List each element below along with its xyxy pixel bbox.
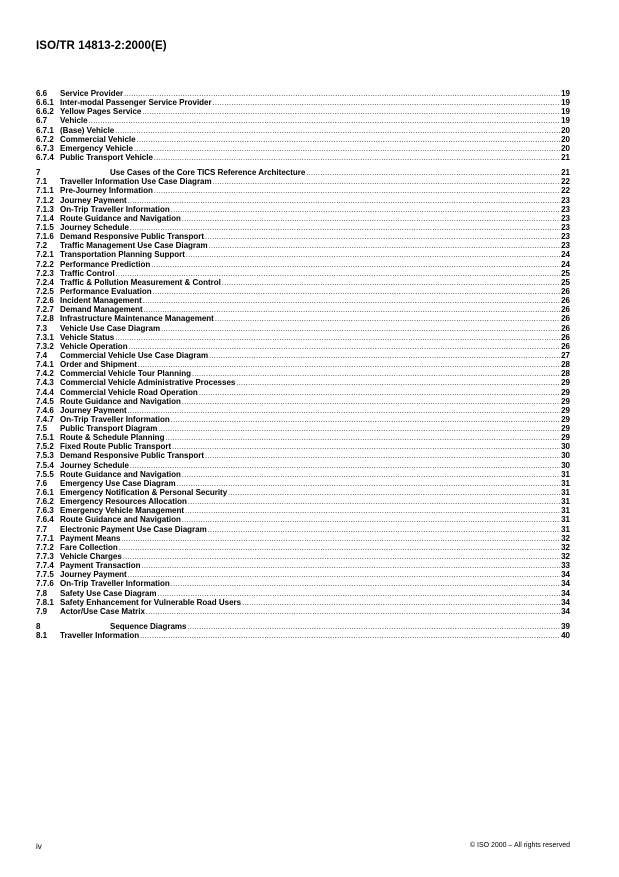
toc-dot-leader (207, 526, 560, 535)
toc-dot-leader (185, 251, 560, 260)
toc-entry-page: 26 (561, 323, 570, 333)
toc-entry-number: 7.7.1 (36, 533, 54, 543)
toc-dot-leader (241, 599, 560, 608)
toc-entry-number: 7.4.4 (36, 387, 54, 397)
toc-entry-title: Traveller Information Use Case Diagram (60, 177, 212, 187)
toc-entry[interactable] (36, 107, 570, 116)
toc-dot-leader (181, 471, 560, 480)
toc-entry-title: Use Cases of the Core TICS Reference Architecture (110, 168, 306, 178)
toc-entry-title: Inter-modal Passenger Service Provider (60, 98, 212, 108)
toc-entry-title: Performance Evaluation (60, 286, 152, 296)
toc-dot-leader (204, 233, 560, 242)
toc-entry[interactable] (36, 534, 570, 543)
toc-entry-number: 7.4.3 (36, 378, 54, 388)
toc-entry-page: 26 (561, 332, 570, 342)
toc-entry-page: 28 (561, 369, 570, 379)
table-of-contents (36, 89, 570, 640)
toc-dot-leader (212, 99, 560, 108)
toc-entry-number: 7.7 (36, 524, 48, 534)
toc-dot-leader (118, 544, 560, 553)
toc-entry[interactable] (36, 168, 570, 177)
toc-entry-number: 7.5.4 (36, 460, 54, 470)
toc-entry-number: 7.5.1 (36, 433, 54, 443)
toc-entry-title: Demand Responsive Public Transport (60, 232, 205, 242)
toc-entry-page: 34 (561, 570, 570, 580)
toc-entry-number: 7.1 (36, 177, 48, 187)
toc-entry[interactable] (36, 506, 570, 515)
toc-entry-title: Journey Payment (60, 405, 127, 415)
toc-entry-title: Fare Collection (60, 542, 118, 552)
toc-entry[interactable] (36, 186, 570, 195)
toc-entry[interactable] (36, 177, 570, 186)
toc-entry[interactable] (36, 579, 570, 588)
toc-entry[interactable] (36, 378, 570, 387)
toc-dot-leader (137, 361, 560, 370)
toc-entry[interactable] (36, 342, 570, 351)
toc-entry-number: 7.7.4 (36, 561, 54, 571)
toc-entry-number: 7.7.6 (36, 579, 54, 589)
toc-entry-title: Commercial Vehicle Use Case Diagram (60, 350, 209, 360)
toc-entry-title: Electronic Payment Use Case Diagram (60, 524, 207, 534)
toc-entry-title: Commercial Vehicle (60, 134, 136, 144)
toc-entry-number: 7.1.4 (36, 213, 54, 223)
toc-entry-title: Vehicle Use Case Diagram (60, 323, 161, 333)
toc-entry-number: 6.7 (36, 116, 48, 126)
toc-entry-title: Transportation Planning Support (60, 250, 185, 260)
toc-entry-number: 7.5.3 (36, 451, 54, 461)
toc-entry[interactable] (36, 305, 570, 314)
toc-entry-page: 27 (561, 350, 570, 360)
toc-entry-title: Route Guidance and Navigation (60, 515, 181, 525)
toc-dot-leader (204, 452, 560, 461)
toc-entry-title: Yellow Pages Service (60, 107, 142, 117)
toc-entry-page: 29 (561, 387, 570, 397)
toc-entry-title: Payment Means (60, 533, 121, 543)
toc-entry-title: Emergency Vehicle Management (60, 506, 185, 516)
toc-entry-title: Sequence Diagrams (110, 622, 187, 632)
toc-entry-title: Vehicle Charges (60, 552, 122, 562)
toc-entry-number: 6.7.2 (36, 134, 54, 144)
toc-dot-leader (235, 379, 560, 388)
toc-dot-leader (129, 462, 560, 471)
toc-dot-leader (208, 242, 560, 251)
toc-entry-page: 26 (561, 314, 570, 324)
toc-entry[interactable] (36, 250, 570, 259)
toc-entry[interactable] (36, 515, 570, 524)
toc-dot-leader (133, 145, 560, 154)
toc-entry-page: 25 (561, 268, 570, 278)
toc-entry-number: 7.5 (36, 424, 48, 434)
toc-entry-number: 7.6.2 (36, 497, 54, 507)
toc-entry-page: 40 (561, 631, 570, 641)
toc-dot-leader (139, 632, 560, 641)
toc-entry-page: 28 (561, 360, 570, 370)
toc-entry-title: Demand Management (60, 305, 143, 315)
toc-entry-number: 7.3.1 (36, 332, 54, 342)
toc-entry-title: On-Trip Traveller Information (60, 414, 170, 424)
toc-entry-page: 32 (561, 552, 570, 562)
toc-dot-leader (170, 206, 560, 215)
toc-entry-page: 34 (561, 597, 570, 607)
toc-dot-leader (152, 288, 560, 297)
toc-entry-title: On-Trip Traveller Information (60, 204, 170, 214)
toc-entry-title: (Base) Vehicle (60, 125, 115, 135)
toc-entry[interactable] (36, 424, 570, 433)
toc-entry-number: 7.4.6 (36, 405, 54, 415)
toc-entry[interactable] (36, 333, 570, 342)
toc-entry-title: Infrastructure Maintenance Management (60, 314, 214, 324)
toc-entry-page: 29 (561, 414, 570, 424)
toc-dot-leader (181, 215, 560, 224)
toc-entry-page: 24 (561, 250, 570, 260)
toc-entry-page: 30 (561, 460, 570, 470)
copyright-notice: © ISO 2000 – All rights reserved (469, 842, 570, 849)
toc-entry[interactable] (36, 223, 570, 232)
toc-entry[interactable] (36, 589, 570, 598)
toc-entry-number: 7.2.2 (36, 259, 54, 269)
toc-entry-page: 20 (561, 125, 570, 135)
toc-entry[interactable] (36, 525, 570, 534)
toc-entry[interactable] (36, 607, 570, 616)
toc-entry-title: Fixed Route Public Transport (60, 442, 172, 452)
toc-entry-number: 7.4.5 (36, 396, 54, 406)
toc-entry[interactable] (36, 324, 570, 333)
toc-entry-title: On-Trip Traveller Information (60, 579, 170, 589)
toc-dot-leader (198, 389, 560, 398)
toc-entry-number: 7.2.6 (36, 296, 54, 306)
toc-entry-page: 30 (561, 442, 570, 452)
toc-entry-page: 39 (561, 622, 570, 632)
toc-entry-title: Service Provider (60, 89, 124, 98)
toc-entry-page: 29 (561, 424, 570, 434)
toc-entry-page: 25 (561, 277, 570, 287)
toc-entry-page: 24 (561, 259, 570, 269)
toc-dot-leader (127, 197, 560, 206)
toc-entry-title: Emergency Use Case Diagram (60, 478, 176, 488)
toc-entry[interactable] (36, 241, 570, 250)
toc-entry-number: 7.5.2 (36, 442, 54, 452)
toc-dot-leader (164, 434, 560, 443)
toc-dot-leader (227, 489, 560, 498)
toc-dot-leader (186, 623, 560, 632)
toc-entry-page: 19 (561, 98, 570, 108)
toc-dot-leader (136, 136, 560, 145)
toc-dot-leader (221, 279, 560, 288)
toc-entry-title: Actor/Use Case Matrix (60, 606, 145, 616)
toc-dot-leader (120, 535, 560, 544)
toc-entry[interactable] (36, 278, 570, 287)
toc-dot-leader (212, 178, 560, 187)
toc-entry-page: 23 (561, 204, 570, 214)
toc-entry[interactable] (36, 622, 570, 631)
toc-dot-leader (184, 507, 560, 516)
toc-entry-page: 31 (561, 469, 570, 479)
toc-entry-page: 23 (561, 232, 570, 242)
toc-entry-page: 31 (561, 488, 570, 498)
toc-dot-leader (127, 571, 560, 580)
toc-entry[interactable] (36, 397, 570, 406)
toc-dot-leader (160, 325, 560, 334)
toc-dot-leader (141, 108, 560, 117)
toc-entry[interactable] (36, 433, 570, 442)
toc-entry-number: 7.2.8 (36, 314, 54, 324)
toc-entry-number: 6.7.3 (36, 143, 54, 153)
toc-entry-title: Commercial Vehicle Tour Planning (60, 369, 191, 379)
toc-dot-leader (114, 127, 560, 136)
toc-entry-number: 8 (36, 622, 41, 632)
toc-dot-leader (114, 334, 560, 343)
toc-entry[interactable] (36, 406, 570, 415)
toc-entry-title: Route Guidance and Navigation (60, 469, 181, 479)
toc-entry-number: 7.4.2 (36, 369, 54, 379)
toc-entry-title: Traffic & Pollution Measurement & Control (60, 277, 221, 287)
toc-entry-title: Vehicle (60, 116, 88, 126)
toc-entry-title: Journey Payment (60, 570, 127, 580)
toc-dot-leader (181, 516, 560, 525)
toc-entry-number: 7.4.1 (36, 360, 54, 370)
toc-entry-page: 29 (561, 405, 570, 415)
toc-entry-number: 7.4.7 (36, 414, 54, 424)
toc-entry-number: 7.8 (36, 588, 48, 598)
toc-dot-leader (122, 553, 560, 562)
toc-entry-number: 8.1 (36, 631, 48, 641)
toc-entry-title: Route Guidance and Navigation (60, 213, 181, 223)
toc-dot-leader (150, 261, 560, 270)
toc-entry-page: 31 (561, 506, 570, 516)
toc-entry-number: 7.1.3 (36, 204, 54, 214)
toc-entry-title: Demand Responsive Public Transport (60, 451, 205, 461)
toc-entry-page: 23 (561, 195, 570, 205)
toc-entry-number: 7.1.5 (36, 222, 54, 232)
toc-entry[interactable] (36, 89, 570, 98)
toc-entry-number: 7.3 (36, 323, 48, 333)
toc-entry-number: 6.7.1 (36, 125, 54, 135)
toc-entry[interactable] (36, 153, 570, 162)
toc-entry-page: 19 (561, 89, 570, 98)
toc-entry-page: 19 (561, 107, 570, 117)
toc-entry-number: 7.6 (36, 478, 48, 488)
toc-dot-leader (187, 498, 560, 507)
toc-entry-number: 7.9 (36, 606, 48, 616)
toc-entry-title: Order and Shipment (60, 360, 137, 370)
toc-entry[interactable] (36, 570, 570, 579)
toc-entry-number: 7.6.1 (36, 488, 54, 498)
toc-entry-title: Journey Schedule (60, 222, 129, 232)
toc-entry-page: 26 (561, 341, 570, 351)
toc-entry-title: Emergency Notification & Personal Security (60, 488, 228, 498)
toc-entry-title: Payment Transaction (60, 561, 141, 571)
toc-entry[interactable] (36, 287, 570, 296)
toc-entry-title: Incident Management (60, 296, 142, 306)
toc-dot-leader (176, 480, 560, 489)
toc-entry-number: 6.6.1 (36, 98, 54, 108)
toc-entry[interactable] (36, 461, 570, 470)
toc-entry-page: 22 (561, 177, 570, 187)
toc-entry[interactable] (36, 552, 570, 561)
toc-dot-leader (145, 608, 560, 617)
toc-entry-title: Emergency Resources Allocation (60, 497, 187, 507)
toc-dot-leader (170, 416, 560, 425)
toc-dot-leader (305, 169, 560, 178)
toc-entry-page: 20 (561, 143, 570, 153)
toc-dot-leader (191, 370, 560, 379)
toc-entry-title: Journey Payment (60, 195, 127, 205)
toc-entry-page: 23 (561, 213, 570, 223)
toc-entry-page: 26 (561, 296, 570, 306)
toc-entry-number: 7.7.5 (36, 570, 54, 580)
toc-entry[interactable] (36, 296, 570, 305)
toc-entry[interactable] (36, 497, 570, 506)
toc-entry-page: 32 (561, 542, 570, 552)
toc-entry-number: 6.7.4 (36, 152, 54, 162)
toc-entry-page: 33 (561, 561, 570, 571)
toc-entry[interactable] (36, 488, 570, 497)
toc-entry[interactable] (36, 415, 570, 424)
toc-entry[interactable] (36, 598, 570, 607)
toc-entry-title: Traveller Information (60, 631, 140, 641)
toc-entry[interactable] (36, 479, 570, 488)
toc-entry-page: 31 (561, 524, 570, 534)
toc-entry-title: Vehicle Operation (60, 341, 128, 351)
toc-entry-title: Commercial Vehicle Administrative Processes (60, 378, 236, 388)
toc-entry-page: 26 (561, 286, 570, 296)
toc-entry-number: 7.6.4 (36, 515, 54, 525)
toc-entry-page: 30 (561, 451, 570, 461)
toc-entry[interactable] (36, 351, 570, 360)
toc-entry-title: Vehicle Status (60, 332, 115, 342)
toc-entry[interactable] (36, 135, 570, 144)
toc-entry-number: 7.1.2 (36, 195, 54, 205)
toc-entry[interactable] (36, 205, 570, 214)
toc-entry-title: Traffic Management Use Case Diagram (60, 241, 208, 251)
page-number: iv (36, 842, 42, 851)
toc-entry[interactable] (36, 369, 570, 378)
toc-entry-number: 7.4 (36, 350, 48, 360)
toc-entry[interactable] (36, 360, 570, 369)
toc-dot-leader (153, 187, 560, 196)
toc-entry[interactable] (36, 196, 570, 205)
toc-dot-leader (171, 443, 560, 452)
toc-entry[interactable] (36, 214, 570, 223)
toc-dot-leader (157, 425, 560, 434)
toc-entry-page: 29 (561, 378, 570, 388)
toc-entry-page: 34 (561, 588, 570, 598)
toc-entry[interactable] (36, 388, 570, 397)
toc-entry-number: 7.2.1 (36, 250, 54, 260)
toc-entry[interactable] (36, 232, 570, 241)
toc-entry-title: Safety Use Case Diagram (60, 588, 157, 598)
toc-entry-number: 7.2.7 (36, 305, 54, 315)
toc-entry-number: 7.2.3 (36, 268, 54, 278)
toc-entry-title: Safety Enhancement for Vulnerable Road Users (60, 597, 242, 607)
toc-entry[interactable] (36, 116, 570, 125)
toc-entry-title: Pre-Journey Information (60, 186, 153, 196)
toc-dot-leader (214, 315, 560, 324)
toc-entry-page: 21 (561, 152, 570, 162)
toc-entry-page: 22 (561, 186, 570, 196)
toc-entry[interactable] (36, 561, 570, 570)
toc-entry-title: Commercial Vehicle Road Operation (60, 387, 198, 397)
toc-entry[interactable] (36, 442, 570, 451)
toc-entry-number: 7.2.5 (36, 286, 54, 296)
toc-dot-leader (140, 562, 560, 571)
toc-entry-title: Performance Prediction (60, 259, 151, 269)
toc-entry[interactable] (36, 631, 570, 640)
toc-entry-title: Journey Schedule (60, 460, 129, 470)
toc-dot-leader (208, 352, 560, 361)
toc-entry-number: 7.8.1 (36, 597, 54, 607)
document-header: ISO/TR 14813-2:2000(E) (36, 40, 167, 52)
toc-entry-number: 7.6.3 (36, 506, 54, 516)
toc-entry-number: 7.7.3 (36, 552, 54, 562)
toc-dot-leader (88, 117, 560, 126)
toc-entry-page: 23 (561, 222, 570, 232)
toc-entry-number: 7.2 (36, 241, 48, 251)
toc-entry-page: 29 (561, 396, 570, 406)
toc-entry-title: Emergency Vehicle (60, 143, 133, 153)
toc-dot-leader (153, 154, 560, 163)
toc-entry[interactable] (36, 144, 570, 153)
toc-entry[interactable] (36, 451, 570, 460)
toc-entry-number: 7.2.4 (36, 277, 54, 287)
toc-entry-title: Public Transport Vehicle (60, 152, 153, 162)
toc-entry-page: 31 (561, 497, 570, 507)
toc-entry-number: 7.5.5 (36, 469, 54, 479)
toc-entry-number: 7.7.2 (36, 542, 54, 552)
toc-entry-page: 31 (561, 515, 570, 525)
toc-entry-number: 7.1.6 (36, 232, 54, 242)
toc-entry-title: Route Guidance and Navigation (60, 396, 181, 406)
toc-entry-page: 29 (561, 433, 570, 443)
toc-entry-page: 34 (561, 579, 570, 589)
toc-entry-page: 26 (561, 305, 570, 315)
toc-entry-number: 7.1.1 (36, 186, 54, 196)
toc-entry-number: 6.6 (36, 89, 48, 98)
toc-entry-title: Traffic Control (60, 268, 115, 278)
toc-entry-title: Route & Schedule Planning (60, 433, 165, 443)
toc-entry-page: 31 (561, 478, 570, 488)
toc-entry-number: 7 (36, 168, 41, 178)
toc-entry-page: 32 (561, 533, 570, 543)
toc-entry-page: 20 (561, 134, 570, 144)
toc-entry[interactable] (36, 314, 570, 323)
toc-dot-leader (181, 398, 560, 407)
toc-entry[interactable] (36, 269, 570, 278)
toc-dot-leader (170, 580, 560, 589)
toc-entry-page: 19 (561, 116, 570, 126)
toc-entry[interactable] (36, 260, 570, 269)
toc-entry[interactable] (36, 470, 570, 479)
toc-dot-leader (142, 297, 560, 306)
toc-entry-page: 34 (561, 606, 570, 616)
toc-entry[interactable] (36, 543, 570, 552)
toc-entry-page: 21 (561, 168, 570, 178)
toc-entry-number: 7.3.2 (36, 341, 54, 351)
toc-entry[interactable] (36, 126, 570, 135)
toc-entry[interactable] (36, 98, 570, 107)
toc-entry-page: 23 (561, 241, 570, 251)
toc-entry-title: Public Transport Diagram (60, 424, 158, 434)
toc-dot-leader (127, 407, 560, 416)
toc-entry-number: 6.6.2 (36, 107, 54, 117)
